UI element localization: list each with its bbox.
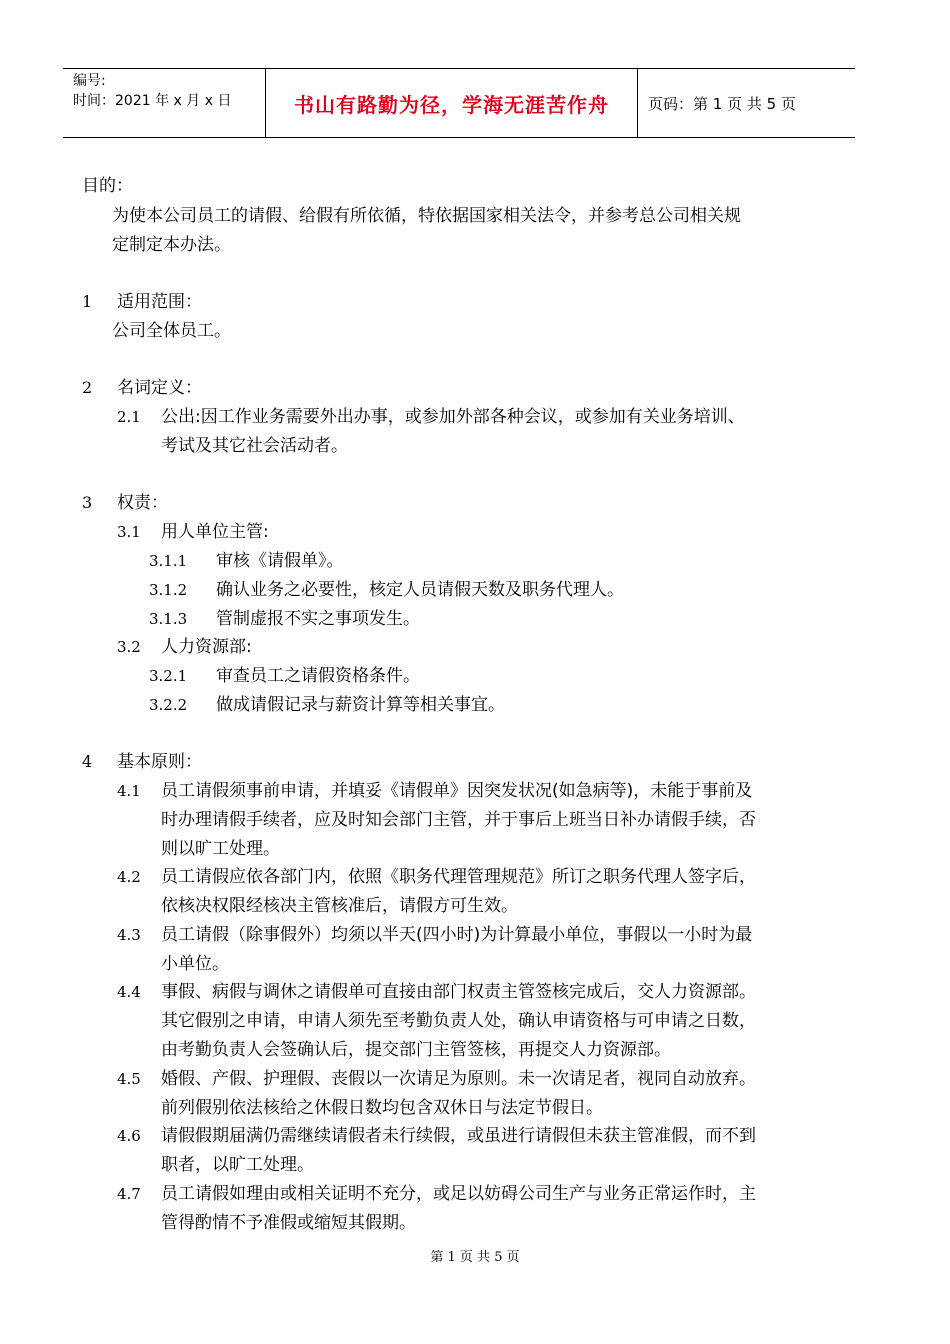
item-text: 员工请假须事前申请，并填妥《请假单》因突发状况(如急病等)，未能于事前及 [161,781,753,801]
subitem-text: 确认业务之必要性，核定人员请假天数及职务代理人。 [216,580,624,600]
item-text: 员工请假（除事假外）均须以半天(四小时)为计算最小单位，事假以一小时为最 [161,925,753,945]
section-number: 4 [82,752,93,771]
item-text: 婚假、产假、护理假、丧假以一次请足为原则。未一次请足者，视同自动放弃。 [161,1069,756,1089]
subitem-number: 3.2.2 [149,696,188,714]
item-text: 由考勤负责人会签确认后，提交部门主管签核，再提交人力资源部。 [161,1040,671,1060]
item-number: 4.2 [117,868,141,886]
subitem-number: 3.1.2 [149,581,188,599]
item-number: 4.3 [117,926,141,944]
section-text: 公司全体员工。 [112,321,231,341]
subitem-text: 管制虚报不实之事项发生。 [216,609,420,629]
item-text: 用人单位主管: [161,522,269,542]
item-text: 前列假别依法核给之休假日数均包含双休日与法定节假日。 [161,1098,603,1118]
header-meta [73,71,231,111]
header-page-number: 页码：第 1 页 共 5 页 [648,95,796,113]
item-text: 事假、病假与调休之请假单可直接由部门权责主管签核完成后，交人力资源部。 [161,982,756,1002]
subitem-text: 审核《请假单》。 [216,551,344,571]
item-number: 3.1 [117,523,141,541]
item-text: 职者，以旷工处理。 [161,1155,314,1175]
section-title: 基本原则： [117,752,202,772]
subitem-number: 3.1.1 [149,552,188,570]
section-number: 3 [82,493,93,512]
item-number: 3.2 [117,638,141,656]
item-number: 4.7 [117,1185,141,1203]
document-header [63,68,855,138]
page-footer: 第 1 页 共 5 页 [430,1250,520,1265]
item-text: 人力资源部: [161,637,252,657]
item-text: 请假假期届满仍需继续请假者未行续假，或虽进行请假但未获主管准假，而不到 [161,1126,756,1146]
item-number: 4.6 [117,1127,141,1145]
item-number: 4.5 [117,1070,141,1088]
item-text: 考试及其它社会活动者。 [161,436,348,456]
item-text: 则以旷工处理。 [161,839,280,859]
purpose-title: 目的： [82,176,133,196]
section-title: 适用范围： [117,292,202,312]
item-text: 员工请假应依各部门内，依照《职务代理管理规范》所订之职务代理人签字后， [161,867,756,887]
header-motto: 书山有路勤为径，学海无涯苦作舟 [294,93,609,117]
item-text: 员工请假如理由或相关证明不充分，或足以妨碍公司生产与业务正常运作时，主 [161,1184,756,1204]
item-text: 其它假别之申请，申请人须先至考勤负责人处，确认申请资格与可申请之日数， [161,1011,756,1031]
serial-label: 编号: [73,73,106,89]
section-number: 1 [82,292,93,311]
item-text: 小单位。 [161,954,229,974]
item-number: 2.1 [117,408,141,426]
section-title: 名词定义： [117,378,202,398]
item-text: 管得酌情不予准假或缩短其假期。 [161,1213,416,1233]
section-title: 权责： [117,493,168,513]
item-number: 4.4 [117,983,141,1001]
date-label: 时间：2021 年 x 月 x 日 [73,93,232,109]
purpose-text: 为使本公司员工的请假、给假有所依循，特依据国家相关法令，并参考总公司相关规 [112,206,741,226]
subitem-text: 审查员工之请假资格条件。 [216,666,420,686]
subitem-number: 3.1.3 [149,610,188,628]
item-number: 4.1 [117,782,141,800]
item-text: 公出:因工作业务需要外出办事，或参加外部各种会议，或参加有关业务培训、 [161,407,745,427]
item-text: 时办理请假手续者，应及时知会部门主管，并于事后上班当日补办请假手续，否 [161,810,756,830]
header-divider [637,69,638,137]
subitem-number: 3.2.1 [149,667,188,685]
section-number: 2 [82,378,93,397]
purpose-text: 定制定本办法。 [112,235,231,255]
subitem-text: 做成请假记录与薪资计算等相关事宜。 [216,695,505,715]
item-text: 依核决权限经核决主管核准后，请假方可生效。 [161,896,518,916]
